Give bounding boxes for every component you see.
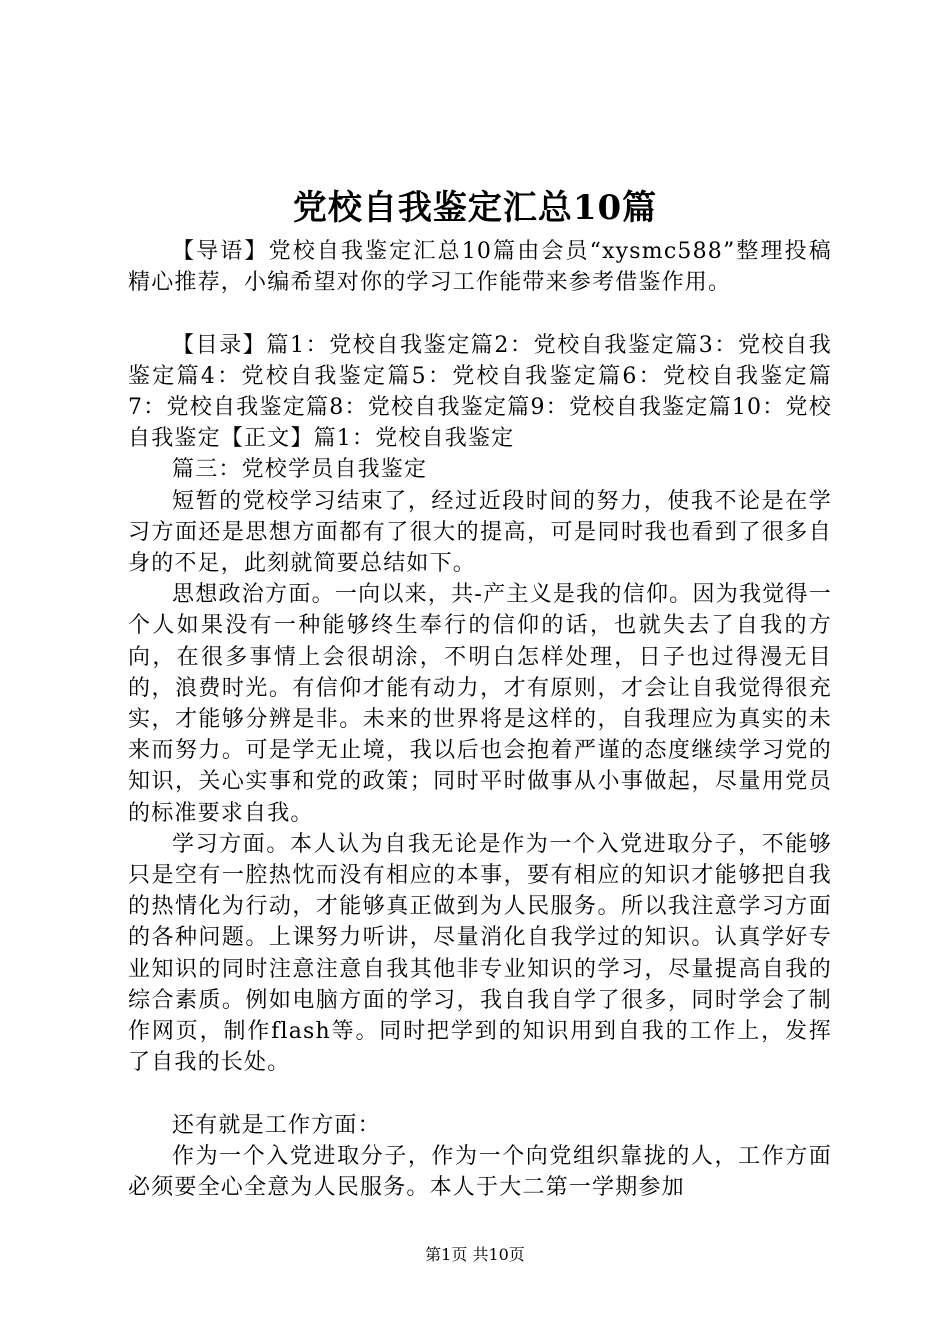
document-title: 党校自我鉴定汇总10篇: [292, 188, 658, 228]
body-paragraph: 短暂的党校学习结束了，经过近段时间的努力，使我不论是在学习方面还是思想方面都有了很大的提高，可是同时我也看到了很多自身的不足，此刻就简要总结如下。: [128, 488, 832, 577]
table-of-contents-paragraph: 【目录】篇1：党校自我鉴定篇2：党校自我鉴定篇3：党校自我鉴定篇4：党校自我鉴定篇5：党校自我鉴定篇6：党校自我鉴定篇7：党校自我鉴定篇8：党校自我鉴定篇9：党校自我鉴定篇10：党校自我鉴定【正文】篇1：党校自我鉴定: [128, 332, 832, 452]
blank-line: [128, 1078, 832, 1109]
intro-paragraph: 【导语】党校自我鉴定汇总10篇由会员“xysmc588”整理投稿精心推荐，小编希望对你的学习工作能带来参考借鉴作用。: [128, 239, 832, 296]
document-body: [128, 236, 832, 1203]
section-heading: 篇三：党校学员自我鉴定: [172, 457, 428, 483]
body-paragraph: 思想政治方面。一向以来，共-产主义是我的信仰。因为我觉得一个人如果没有一种能够终生奉行的信仰的话，也就失去了自我的方向，在很多事情上会很胡涂，不明白怎样处理，日子也过得漫无目的，浪费时光。有信仰才能有动力，才有原则，才会让自我觉得很充实，才能够分辨是非。未来的世界将是这样的，自我理应为真实的未来而努力。可是学无止境，我以后也会抱着严谨的态度继续学习党的知识，关心实事和党的政策；同时平时做事从小事做起，尽量用党员的标准要求自我。: [128, 582, 832, 826]
body-paragraph: 学习方面。本人认为自我无论是作为一个入党进取分子，不能够只是空有一腔热忱而没有相应的本事，要有相应的知识才能够把自我的热情化为行动，才能够真正做到为人民服务。所以我注意学习方面的各种问题。上课努力听讲，尽量消化自我学过的知识。认真学好专业知识的同时注意注意自我其他非专业知识的学习，尽量提高自我的综合素质。例如电脑方面的学习，我自我自学了很多，同时学会了制作网页，制作flash等。同时把学到的知识用到自我的工作上，发挥了自我的长处。: [128, 831, 832, 1076]
blank-line: [128, 298, 832, 329]
body-paragraph: 还有就是工作方面：: [172, 1112, 381, 1138]
body-paragraph: 作为一个入党进取分子，作为一个向党组织靠拢的人，工作方面必须要全心全意为人民服务。本人于大二第一学期参加: [128, 1143, 832, 1201]
page-footer: 第1页 共10页: [425, 1245, 525, 1264]
